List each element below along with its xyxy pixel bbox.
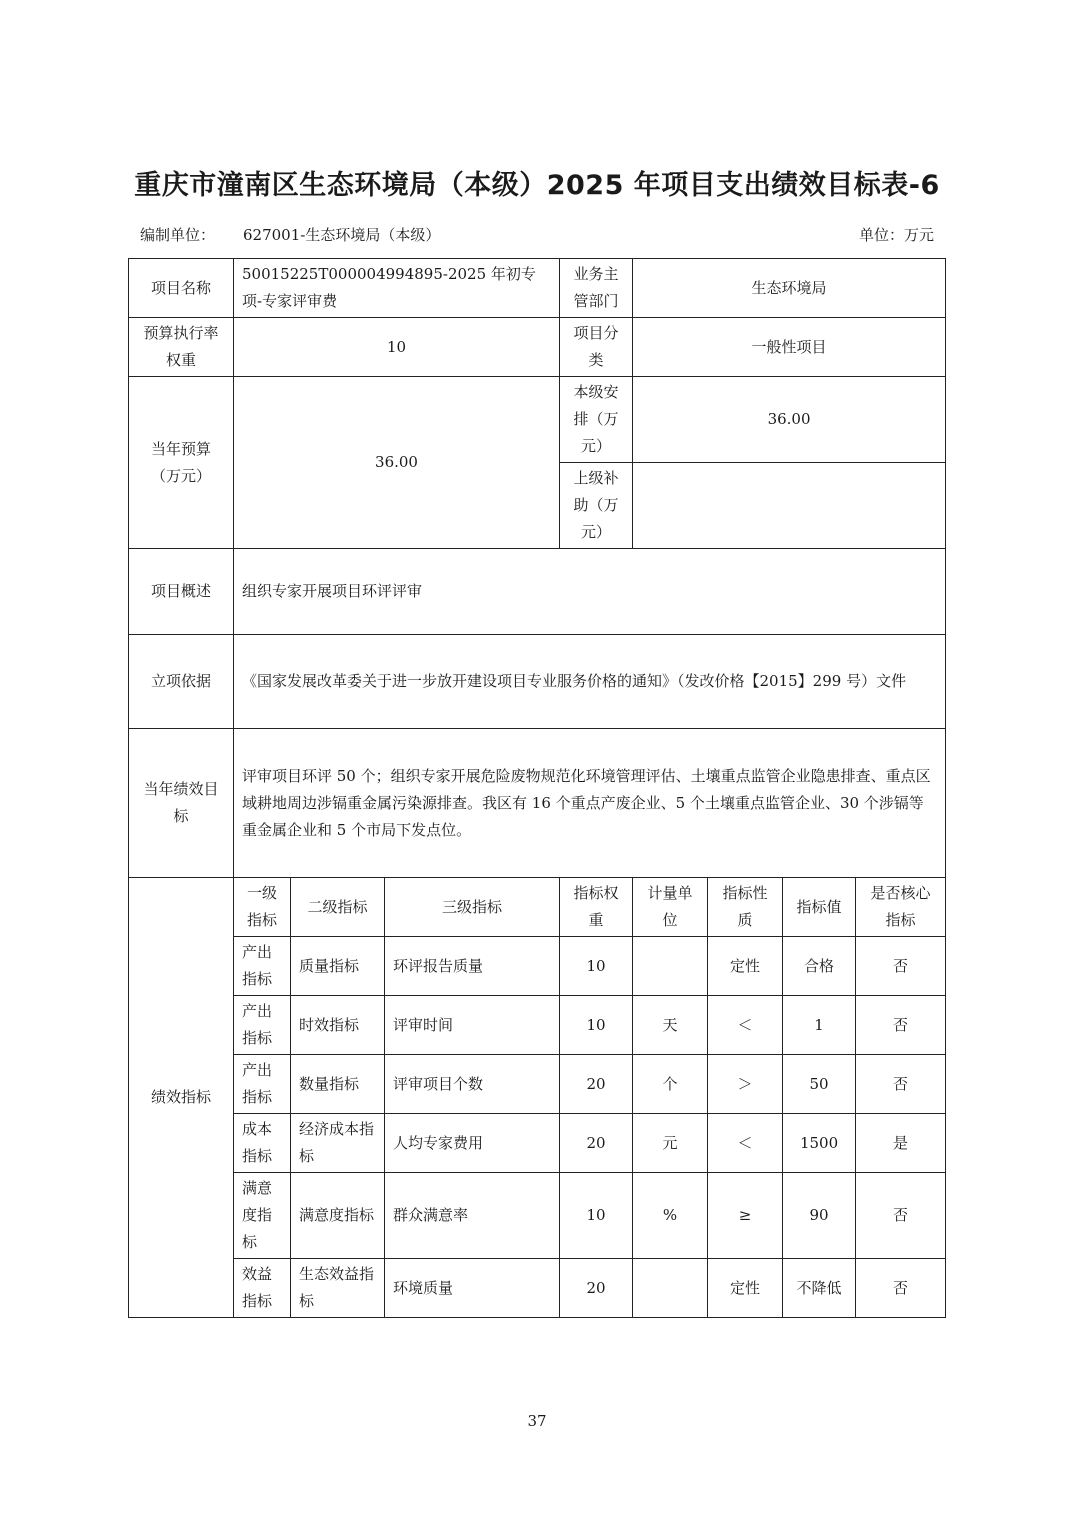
dept-label: 业务主管部门 <box>560 259 633 318</box>
level1-cell: 效益指标 <box>234 1259 291 1318</box>
level2-cell: 时效指标 <box>291 996 385 1055</box>
level1-cell: 成本指标 <box>234 1114 291 1173</box>
core-cell: 否 <box>856 1259 946 1318</box>
weight-cell: 10 <box>560 996 633 1055</box>
unit-cell: % <box>633 1173 708 1259</box>
indicator-header-row <box>129 878 946 937</box>
level3-cell: 人均专家费用 <box>385 1114 560 1173</box>
overview-label: 项目概述 <box>129 549 234 635</box>
level2-cell: 数量指标 <box>291 1055 385 1114</box>
category-label: 项目分类 <box>560 318 633 377</box>
unit-cell <box>633 937 708 996</box>
project-name-label: 项目名称 <box>129 259 234 318</box>
header-level1: 一级指标 <box>234 878 291 937</box>
table-row <box>129 1055 946 1114</box>
level3-cell: 环评报告质量 <box>385 937 560 996</box>
level1-cell: 满意度指标 <box>234 1173 291 1259</box>
level3-cell: 群众满意率 <box>385 1173 560 1259</box>
level2-cell: 满意度指标 <box>291 1173 385 1259</box>
superior-subsidy-value <box>633 463 946 549</box>
local-arrangement-label: 本级安排（万元） <box>560 377 633 463</box>
value-cell: 合格 <box>783 937 856 996</box>
annual-goal-value: 评审项目环评 50 个；组织专家开展危险废物规范化环境管理评估、土壤重点监管企业隐患排查、重点区域耕地周边涉镉重金属污染源排查。我区有 16 个重点产废企业、5 个土壤重点监管企业、30 个涉镉等重金属企业和 5 个市局下发点位。 <box>234 729 946 878</box>
header-level3: 三级指标 <box>385 878 560 937</box>
value-cell: 1 <box>783 996 856 1055</box>
weight-cell: 20 <box>560 1055 633 1114</box>
nature-cell: ＜ <box>708 996 783 1055</box>
value-cell: 90 <box>783 1173 856 1259</box>
table-row <box>129 996 946 1055</box>
nature-cell: ＞ <box>708 1055 783 1114</box>
unit-cell <box>633 1259 708 1318</box>
nature-cell: 定性 <box>708 937 783 996</box>
weight-label: 预算执行率权重 <box>129 318 234 377</box>
page-number: 37 <box>527 1412 547 1430</box>
value-cell: 不降低 <box>783 1259 856 1318</box>
compiling-unit-label: 编制单位： <box>140 226 216 244</box>
level1-cell: 产出指标 <box>234 937 291 996</box>
table-row <box>129 937 946 996</box>
performance-target-table <box>128 258 946 1318</box>
table-row <box>129 1114 946 1173</box>
table-row <box>129 1259 946 1318</box>
weight-cell: 20 <box>560 1114 633 1173</box>
project-name-value: 50015225T000004994895-2025 年初专项-专家评审费 <box>234 259 560 318</box>
table-row <box>129 1173 946 1259</box>
page-title: 重庆市潼南区生态环境局（本级）2025 年项目支出绩效目标表-6 <box>134 170 940 201</box>
unit-cell: 元 <box>633 1114 708 1173</box>
level3-cell: 评审时间 <box>385 996 560 1055</box>
nature-cell: 定性 <box>708 1259 783 1318</box>
header-core: 是否核心指标 <box>856 878 946 937</box>
currency-unit-label: 单位：万元 <box>858 226 934 244</box>
row-basis <box>129 635 946 729</box>
header-value: 指标值 <box>783 878 856 937</box>
row-annual-goal <box>129 729 946 878</box>
weight-cell: 10 <box>560 1173 633 1259</box>
core-cell: 是 <box>856 1114 946 1173</box>
level2-cell: 质量指标 <box>291 937 385 996</box>
core-cell: 否 <box>856 937 946 996</box>
level1-cell: 产出指标 <box>234 996 291 1055</box>
weight-cell: 10 <box>560 937 633 996</box>
header-nature: 指标性质 <box>708 878 783 937</box>
row-project-name <box>129 259 946 318</box>
row-weight-category <box>129 318 946 377</box>
local-arrangement-value: 36.00 <box>633 377 946 463</box>
level3-cell: 环境质量 <box>385 1259 560 1318</box>
core-cell: 否 <box>856 1055 946 1114</box>
budget-label: 当年预算（万元） <box>129 377 234 549</box>
basis-label: 立项依据 <box>129 635 234 729</box>
header-unit: 计量单位 <box>633 878 708 937</box>
weight-value: 10 <box>234 318 560 377</box>
basis-value: 《国家发展改革委关于进一步放开建设项目专业服务价格的通知》（发改价格【2015】299 号）文件 <box>234 635 946 729</box>
overview-value: 组织专家开展项目环评评审 <box>234 549 946 635</box>
annual-goal-label: 当年绩效目标 <box>129 729 234 878</box>
dept-value: 生态环境局 <box>633 259 946 318</box>
nature-cell: ≥ <box>708 1173 783 1259</box>
level2-cell: 生态效益指标 <box>291 1259 385 1318</box>
value-cell: 1500 <box>783 1114 856 1173</box>
superior-subsidy-label: 上级补助（万元） <box>560 463 633 549</box>
weight-cell: 20 <box>560 1259 633 1318</box>
indicators-label: 绩效指标 <box>129 878 234 1318</box>
category-value: 一般性项目 <box>633 318 946 377</box>
unit-cell: 天 <box>633 996 708 1055</box>
header-weight: 指标权重 <box>560 878 633 937</box>
core-cell: 否 <box>856 1173 946 1259</box>
header-level2: 二级指标 <box>291 878 385 937</box>
value-cell: 50 <box>783 1055 856 1114</box>
level2-cell: 经济成本指标 <box>291 1114 385 1173</box>
row-budget-local <box>129 377 946 463</box>
level1-cell: 产出指标 <box>234 1055 291 1114</box>
budget-value: 36.00 <box>234 377 560 549</box>
compiling-unit-value: 627001-生态环境局（本级） <box>243 226 441 244</box>
level3-cell: 评审项目个数 <box>385 1055 560 1114</box>
unit-cell: 个 <box>633 1055 708 1114</box>
row-overview <box>129 549 946 635</box>
nature-cell: ＜ <box>708 1114 783 1173</box>
core-cell: 否 <box>856 996 946 1055</box>
